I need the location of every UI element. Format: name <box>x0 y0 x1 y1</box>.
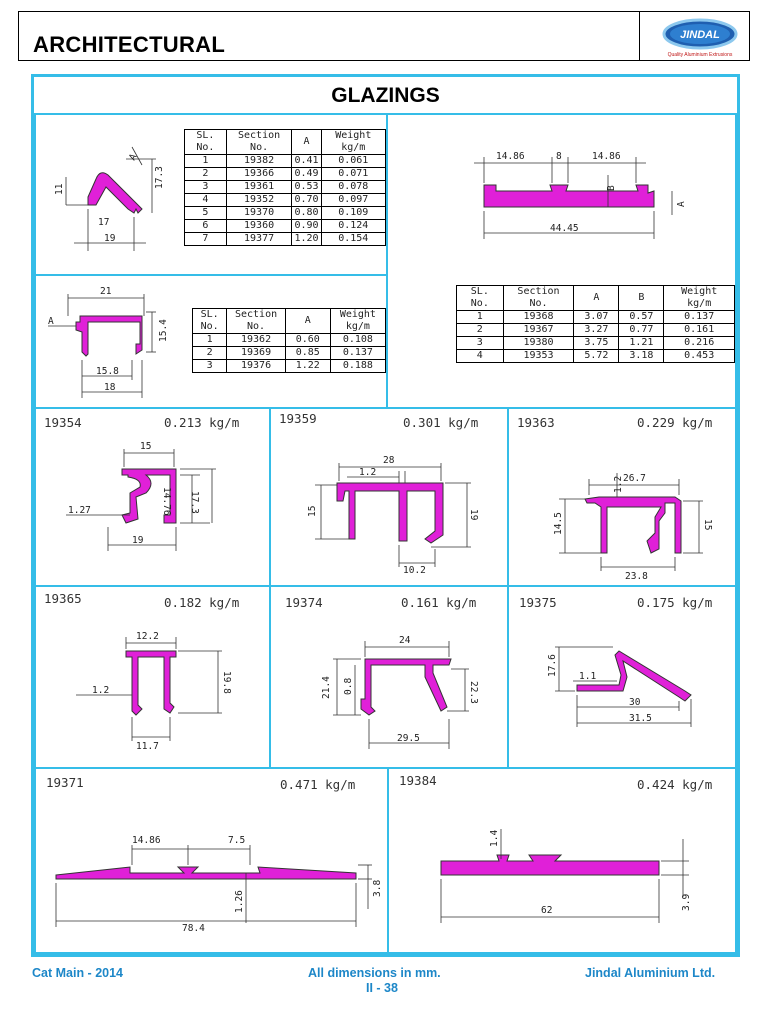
section-weight: 0.424 kg/m <box>637 777 713 792</box>
dim-label: 15.4 <box>158 319 169 342</box>
dim-label: 8 <box>556 151 562 162</box>
th: Weight kg/m <box>321 130 385 155</box>
dim-label: 1.4 <box>489 829 500 847</box>
table-row: 1 19362 0.60 0.108 <box>193 334 386 347</box>
logo-tagline: Quality Aluminium Extrusions <box>667 52 733 58</box>
section-code: 19371 <box>46 775 84 790</box>
th: SL. No. <box>457 286 504 311</box>
section-weight: 0.175 kg/m <box>637 595 713 610</box>
th: Section No. <box>227 309 285 334</box>
dim-label: 22.3 <box>468 681 479 704</box>
section-code: 19354 <box>44 415 82 430</box>
dim-label: 7.5 <box>228 835 246 846</box>
section-weight: 0.213 kg/m <box>164 415 240 430</box>
dim-label: 14.86 <box>592 151 621 162</box>
dim-label: 1.2 <box>92 685 110 696</box>
section-weight: 0.471 kg/m <box>280 777 356 792</box>
dim-label: 1.26 <box>234 890 245 913</box>
dim-label: 19 <box>104 233 116 244</box>
dim-label: 29.5 <box>397 733 420 744</box>
dim-label: 23.8 <box>625 571 648 582</box>
cell-19363 <box>507 407 737 587</box>
dim-label: 15 <box>702 519 713 531</box>
dim-label: 30 <box>629 697 641 708</box>
dim-label: 17.6 <box>547 654 558 677</box>
profile-drawing-19384 <box>389 799 729 949</box>
section-weight: 0.182 kg/m <box>164 595 240 610</box>
dim-label: 10.2 <box>403 565 426 576</box>
profile-drawing-1 <box>46 121 186 261</box>
cell-19371 <box>34 767 389 954</box>
th: Weight kg/m <box>330 309 385 334</box>
cell-19382-series <box>34 113 388 276</box>
table-row: 3 19380 3.75 1.21 0.216 <box>457 337 735 350</box>
footer-catalogue: Cat Main - 2014 <box>32 966 124 980</box>
section-weight: 0.301 kg/m <box>403 415 479 430</box>
table-row: 7 19377 1.20 0.154 <box>185 233 386 246</box>
footer-company: Jindal Aluminium Ltd. <box>585 966 716 980</box>
th: SL. No. <box>193 309 227 334</box>
section-code: 19359 <box>279 411 317 426</box>
table-row: 4 19353 5.72 3.18 0.453 <box>457 350 735 363</box>
dim-label: 0.8 <box>343 677 354 695</box>
table-row: 2 19366 0.49 0.071 <box>185 168 386 181</box>
profile-drawing-19354 <box>46 439 266 579</box>
cell-19359 <box>269 407 509 587</box>
logo-text: JINDAL <box>680 29 720 41</box>
dim-label: 17.3 <box>154 166 165 189</box>
section-weight: 0.161 kg/m <box>401 595 477 610</box>
cell-19375 <box>507 585 737 769</box>
dim-label: 15 <box>140 441 152 452</box>
profile-drawing-19365 <box>46 617 266 767</box>
dim-label: 17.3 <box>189 491 200 514</box>
section-weight: 0.229 kg/m <box>637 415 713 430</box>
dim-label: 3.9 <box>681 893 692 911</box>
table-row: 1 19368 3.07 0.57 0.137 <box>457 311 735 324</box>
profile-drawing-2 <box>392 135 732 265</box>
footer-note: All dimensions in mm. <box>308 966 441 980</box>
dim-label: A <box>127 152 140 163</box>
header-divider <box>639 12 640 60</box>
cell-19365 <box>34 585 271 769</box>
dim-label: 11.7 <box>136 741 159 752</box>
dim-label: 62 <box>541 905 553 916</box>
dim-label: 21.4 <box>321 676 332 699</box>
dim-label: 17 <box>98 217 110 228</box>
section-code: 19375 <box>519 595 557 610</box>
th: A <box>292 130 321 155</box>
th: A <box>285 309 330 334</box>
jindal-logo <box>649 14 751 58</box>
dim-label: 12.2 <box>136 631 159 642</box>
th: Section No. <box>226 130 292 155</box>
dim-label: 19 <box>132 535 144 546</box>
dim-label: 14.76 <box>161 487 172 516</box>
dim-label: 1.2 <box>613 475 624 493</box>
table-row: 2 19369 0.85 0.137 <box>193 347 386 360</box>
dim-label: A <box>48 316 54 327</box>
dim-label: 15.8 <box>96 366 119 377</box>
dim-label: 14.5 <box>553 512 564 535</box>
dim-label: 44.45 <box>550 223 579 234</box>
cell-19354 <box>34 407 271 587</box>
dim-label: B <box>606 185 617 191</box>
dim-label: 11 <box>54 183 65 195</box>
dim-label: A <box>676 201 687 207</box>
th: Section No. <box>503 286 574 311</box>
glazings-frame <box>31 74 740 957</box>
footer-page-number: II - 38 <box>366 981 398 995</box>
table-19368-series <box>456 285 735 363</box>
table-row: 6 19360 0.90 0.124 <box>185 220 386 233</box>
table-19362-series <box>192 308 386 373</box>
dim-label: 19 <box>468 509 479 521</box>
dim-label: 14.86 <box>496 151 525 162</box>
dim-label: 26.7 <box>623 473 646 484</box>
section-title: GLAZINGS <box>331 84 440 107</box>
table-19382-series <box>184 129 386 246</box>
section-code: 19384 <box>399 773 437 788</box>
dim-label: 3.8 <box>372 879 383 897</box>
page-title: ARCHITECTURAL <box>33 32 226 57</box>
th: B <box>619 286 664 311</box>
table-row: 4 19352 0.70 0.097 <box>185 194 386 207</box>
profile-drawing-19374 <box>271 615 501 765</box>
dim-label: 14.86 <box>132 835 161 846</box>
dim-label: 31.5 <box>629 713 652 724</box>
profile-drawing-19371 <box>36 799 386 949</box>
th: SL. No. <box>185 130 227 155</box>
dim-label: 28 <box>383 455 395 466</box>
section-code: 19363 <box>517 415 555 430</box>
table-row: 2 19367 3.27 0.77 0.161 <box>457 324 735 337</box>
table-row: 3 19376 1.22 0.188 <box>193 360 386 373</box>
cell-19374 <box>269 585 509 769</box>
dim-label: 15 <box>307 505 318 517</box>
section-code: 19374 <box>285 595 323 610</box>
th: Weight kg/m <box>664 286 735 311</box>
table-row: 3 19361 0.53 0.078 <box>185 181 386 194</box>
table-row: 1 19382 0.41 0.061 <box>185 155 386 168</box>
profile-drawing-19363 <box>509 431 729 581</box>
dim-label: 78.4 <box>182 923 205 934</box>
profile-drawing-19359 <box>275 431 505 581</box>
table-row: 5 19370 0.80 0.109 <box>185 207 386 220</box>
dim-label: 18 <box>104 382 116 393</box>
section-code: 19365 <box>44 591 82 606</box>
dim-label: 1.2 <box>359 467 377 478</box>
dim-label: 1.27 <box>68 505 91 516</box>
cell-19368-series <box>386 113 737 409</box>
dim-label: 21 <box>100 286 112 297</box>
cell-19362-series <box>34 274 388 409</box>
dim-label: 1.1 <box>579 671 597 682</box>
dim-label: 19.8 <box>221 671 232 694</box>
profile-drawing-3 <box>42 280 192 410</box>
page-header <box>18 11 750 61</box>
profile-drawing-19375 <box>509 615 729 765</box>
th: A <box>574 286 619 311</box>
cell-19384 <box>387 767 737 954</box>
dim-label: 24 <box>399 635 411 646</box>
